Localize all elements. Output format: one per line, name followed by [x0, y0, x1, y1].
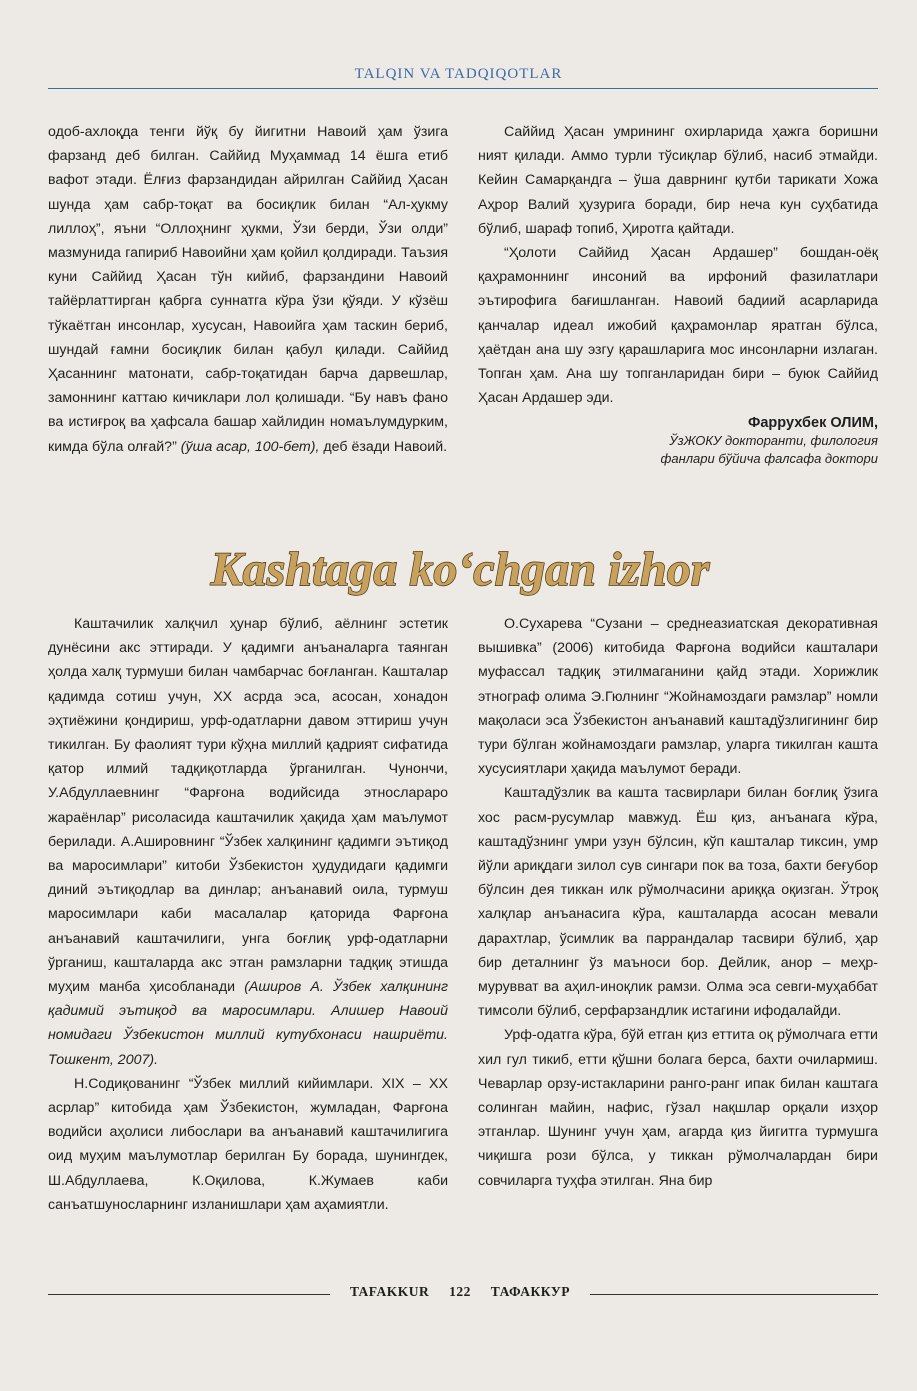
- article1-text-left: одоб-ахлоқда тенги йўқ бу йигитни Навоий ҳам ўзига фарзанд деб билган. Саййид Муҳаммад 14 ёшга етиб вафот этади. Ёлғиз фарзандидан айрилган Саййид Ҳасан шунда ҳам сабр-тоқат ва босиқлик билан “Ал-ҳукму лиллоҳ”, яъни “Оллоҳнинг ҳукми, Ўзи берди, Ўзи олди” мазмунида гапириб Навоийни ҳам қойил қолдиради. Таъзия куни Саййид Ҳасан тўн кийиб, фарзандини Навоий тайёрлаттирган қабрга суннатга кўра ўзи қўяди. У кўзёш тўкаётган инсонлар, хусусан, Навоийга ҳам таскин бериб, шундай ғамни босиқлик билан қабул қилади. Саййид Ҳасаннинг матонати, сабр-тоқатидан барча дарвешлар, замоннинг каттаю кичиклари лол қолишади. “Бу навъ фано ва истиғроқ ва ҳафсала башар хайлидин номаълумдурким, кимда бўла олғай?”: [48, 124, 448, 455]
- article-title-text: Kashtaga ko‘chgan izhor: [210, 543, 710, 596]
- article2-paragraph: Н.Содиқованинг “Ўзбек миллий кийимлари. XIX – XX асрлар” китобида ҳам Ўзбекистон, жумладан, Фарғона водийси аҳолиси либослари ва анъанавий каштачилигига оид муҳим маълумотлар берилган Бу борада, шунингдек, Ш.Абдуллаева, К.Оқилова, К.Жумаев каби санъатшуносларнинг изланишлари ҳам аҳамиятли.: [48, 1075, 448, 1213]
- author-signature: [478, 414, 878, 468]
- footer: [330, 1284, 590, 1300]
- article1-paragraph: Саййид Ҳасан умрининг охирларида ҳажга боришни ният қилади. Аммо турли тўсиқлар бўлиб, насиб этмайди. Кейин Самарқандга – ўша даврнинг қутби тарикати Хожа Аҳрор Валий ҳузурига боради, бир неча кун суҳбатида бўлиб, шараф топиб, Ҳиротга қайтади.: [478, 124, 878, 237]
- article1-column-left: [48, 120, 448, 459]
- footer-rule-right: [590, 1294, 878, 1295]
- article1-column-right: [478, 120, 878, 468]
- header-rule: [48, 88, 878, 89]
- article-title: [140, 540, 780, 600]
- article2-paragraph: Каштадўзлик ва кашта тасвирлари билан боғлиқ ўзига хос расм-русумлар мавжуд. Ёш қиз, анъанага кўра, каштадўзнинг умри узун бўлсин, кўп кашталар тиксин, умр йўли ариқдаги зилол сув сингари пок ва тоза, бахти беғубор бўлсин дея тиккан илк рўмолчасини ариққа оқизган. Ўтроқ халқлар анъанасига кўра, кашталарда асосан мевали дарахтлар, ўсимлик ва паррандалар тасвири бўлиб, ҳар бир деталнинг ўз маъноси бор. Дейлик, анор – меҳр-мурувват ва аҳил-иноқлик рамзи. Олма эса севги-муҳаббат тимсоли бўлиб, серфарзандлик истагини ифодалайди.: [478, 785, 878, 1020]
- section-header-title: TALQIN VA TADQIQOTLAR: [354, 66, 563, 82]
- page-number: 122: [449, 1284, 471, 1299]
- author-name: Фаррухбек ОЛИМ,: [747, 415, 878, 432]
- article-title-graphic: [140, 540, 780, 600]
- article1-citation: (ўша асар, 100-бет),: [180, 438, 320, 455]
- footer-rule-left: [48, 1294, 330, 1295]
- footer-journal-latin: TAFAKKUR: [350, 1284, 430, 1299]
- author-affiliation-line-2: фанлари бўйича фалсафа доктори: [660, 451, 878, 467]
- article2-citation: (Аширов А. Ўзбек халқининг қадимий эътиқод ва маросимлари. Алишер Навоий номидаги Ўзбекистон миллий кутубхонаси нашриёти. Тошкент, 2007).: [48, 979, 448, 1068]
- article1-text-end: деб ёзади Навоий.: [323, 438, 448, 455]
- footer-journal-cyrillic: ТАФАККУР: [490, 1284, 570, 1299]
- article1-paragraph: “Ҳолоти Саййид Ҳасан Ардашер” бошдан-оёқ қаҳрамоннинг инсоний ва ирфоний фазилатлари эътирофига бағишланган. Навоий бадиий асарларида қанчалар идеал ижобий қаҳрамонлар яратган бўлса, ҳаётдан ана шу эзгу қарашларига мос инсонларни излаган. Топган ҳам. Ана шу топганларидан бири – буюк Саййид Ҳасан Ардашер эди.: [478, 245, 878, 407]
- article2-paragraph: Каштачилик халқчил ҳунар бўлиб, аёлнинг эстетик дунёсини акс эттиради. У қадимги анъаналарга таянган ҳолда халқ турмуши билан чамбарчас боғланган. Кашталар қадимда сотиш учун, ХХ асрда эса, асосан, хонадон эҳтиёжини қондириш, урф-одатларни давом эттириш учун тикилган. Бу фаолият тури кўҳна миллий қадрият сифатида қатор илмий тадқиқотларда ўрганилган. Чунончи, У.Абдуллаевнинг “Фарғона водийсида этнослараро жараёнлар” рисоласида каштачилик ҳақида ҳам маълумот берилади. А.Ашировнинг “Ўзбек халқининг қадимги эътиқод ва маросимлари” китоби Ўзбекистон ҳудудидаги қадимги диний эътиқодлар ва динлар; анъанавий оила, турмуш маросимлари каби масалалар қаторида Фарғона анъанавий каштачилиги, унга боғлиқ урф-одатларни ўрганиш, кашталарда акс этган рамзларни тадқиқ этишда муҳим манба ҳисобланади: [48, 616, 448, 996]
- article2-column-right: [478, 612, 878, 1193]
- article2-paragraph: О.Сухарева “Сузани – среднеазиатская декоративная вышивка” (2006) китобида Фарғона водийси кашталари муфассал тадқиқ этилмаганини қайд этади. Хорижлик этнограф олима Э.Гюлнинг “Жойнамоздаги рамзлар” номли мақоласи эса Ўзбекистон анъанавий каштадўзлигининг бир тури бўлган жойнамоздаги рамзлар, уларга тикилган кашта хусусиятлари ҳақида маълумот беради.: [478, 616, 878, 778]
- article2-paragraph: Урф-одатга кўра, бўй етган қиз еттита оқ рўмолчага етти хил гул тикиб, етти қўшни болага берса, бахти очилармиш. Чеварлар орзу-истакларини ранго-ранг ипак билан каштага солинган майин, нафис, гўзал нақшлар орқали изҳор этганлар. Шунинг учун ҳам, агарда қиз йигитга турмушга чиқишга рози бўлса, у тиккан рўмолчалардан бири совчиларга туҳфа этилган. Яна бир: [478, 1027, 878, 1189]
- article2-column-left: [48, 612, 448, 1217]
- author-affiliation-line-1: ЎзЖОКУ докторанти, филология: [669, 433, 878, 449]
